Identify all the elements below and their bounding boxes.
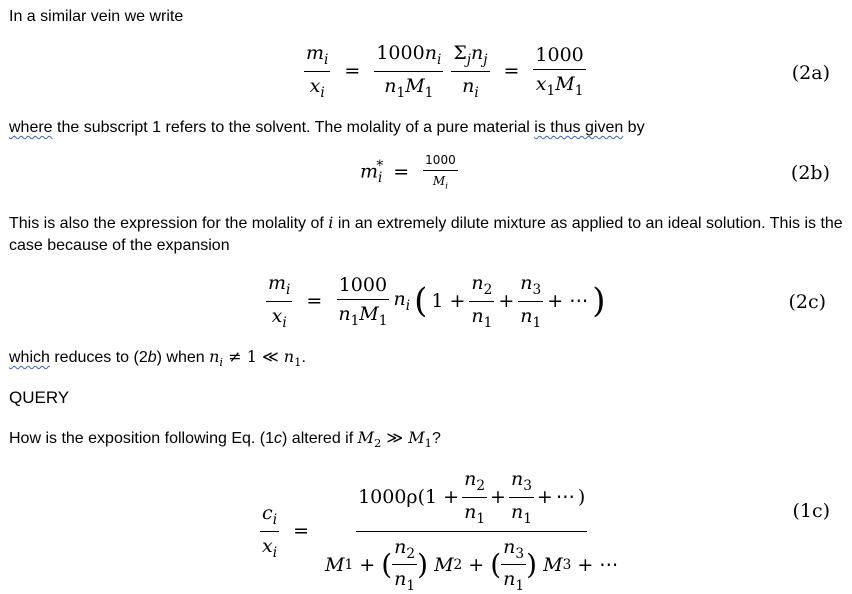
equation-2b: $m_i^*$ = $\frac{1000}{M_i}$ — [360, 153, 456, 192]
equation-number-1c: (1c) — [792, 500, 830, 522]
fraction-1000n-over-n1M1: $\frac{1000n_i}{n_1M_1}$ — [376, 42, 442, 101]
fraction-sum-nj-over-ni: $\frac{\Sigma_jn_j}{n_i}$ — [453, 42, 488, 101]
reduces-paragraph: which reduces to (2b) when $n_i \ne 1$ ≪ $n_1$. — [9, 347, 306, 370]
fraction-m-over-x: $\frac{m_i}{x_i}$ — [306, 42, 329, 101]
equation-2c: $\frac{m_i}{x_i}$ = $\frac{1000}{n_1M_1}$ $n_i$ ( 1 + $\frac{n_2}{n_1}$ + $\frac{n_3}{n_1}$ + ⋯ ) — [268, 272, 606, 331]
equation-2a: $\frac{m_i}{x_i}$ = $\frac{1000n_i}{n_1M_1}$ $\frac{\Sigma_jn_j}{n_i}$ = $\frac{1000}{x_1M_1}$ — [306, 42, 584, 101]
fraction-1000-over-x1M1: $\frac{1000}{x_1M_1}$ — [535, 43, 584, 99]
fraction-1000-over-Mi: $\frac{1000}{M_i}$ — [425, 153, 456, 192]
intro-paragraph: In a similar vein we write — [9, 8, 184, 25]
equation-number-2b: (2b) — [790, 162, 830, 184]
query-question: How is the exposition following Eq. (1c) altered if $M_2$ ≫ $M_1$? — [9, 428, 441, 451]
fraction-1c-main: 1000ρ (1 + $\frac{n_2}{n_1}$ + $\frac{n_3}{n_1}$ + ⋯ ) M 1 + ( $\frac{n_2}{n_1}$ ) M 2 + ( $\frac{n_3}{n_1}$ ) M 3 + ⋯ — [325, 468, 619, 594]
solvent-paragraph: where the subscript 1 refers to the solvent. The molality of a pure material is thus given by — [9, 119, 645, 136]
dilute-paragraph-line1: This is also the expression for the molality of i in an extremely dilute mixture as applied to an ideal solution. This is the — [9, 213, 843, 232]
equation-number-2a: (2a) — [791, 62, 830, 84]
dilute-paragraph-line2: case because of the expansion — [9, 237, 230, 254]
equation-number-2c: (2c) — [788, 291, 826, 313]
equation-1c: $\frac{c_i}{x_i}$ = 1000ρ (1 + $\frac{n_2}{n_1}$ + $\frac{n_3}{n_1}$ + ⋯ ) M 1 + ( $\frac{n_2}{n_1}$ ) M 2 + ( $\frac{n_3}{n_1}$ ) M 3 + ⋯ — [262, 468, 619, 594]
query-heading: QUERY — [9, 388, 70, 407]
